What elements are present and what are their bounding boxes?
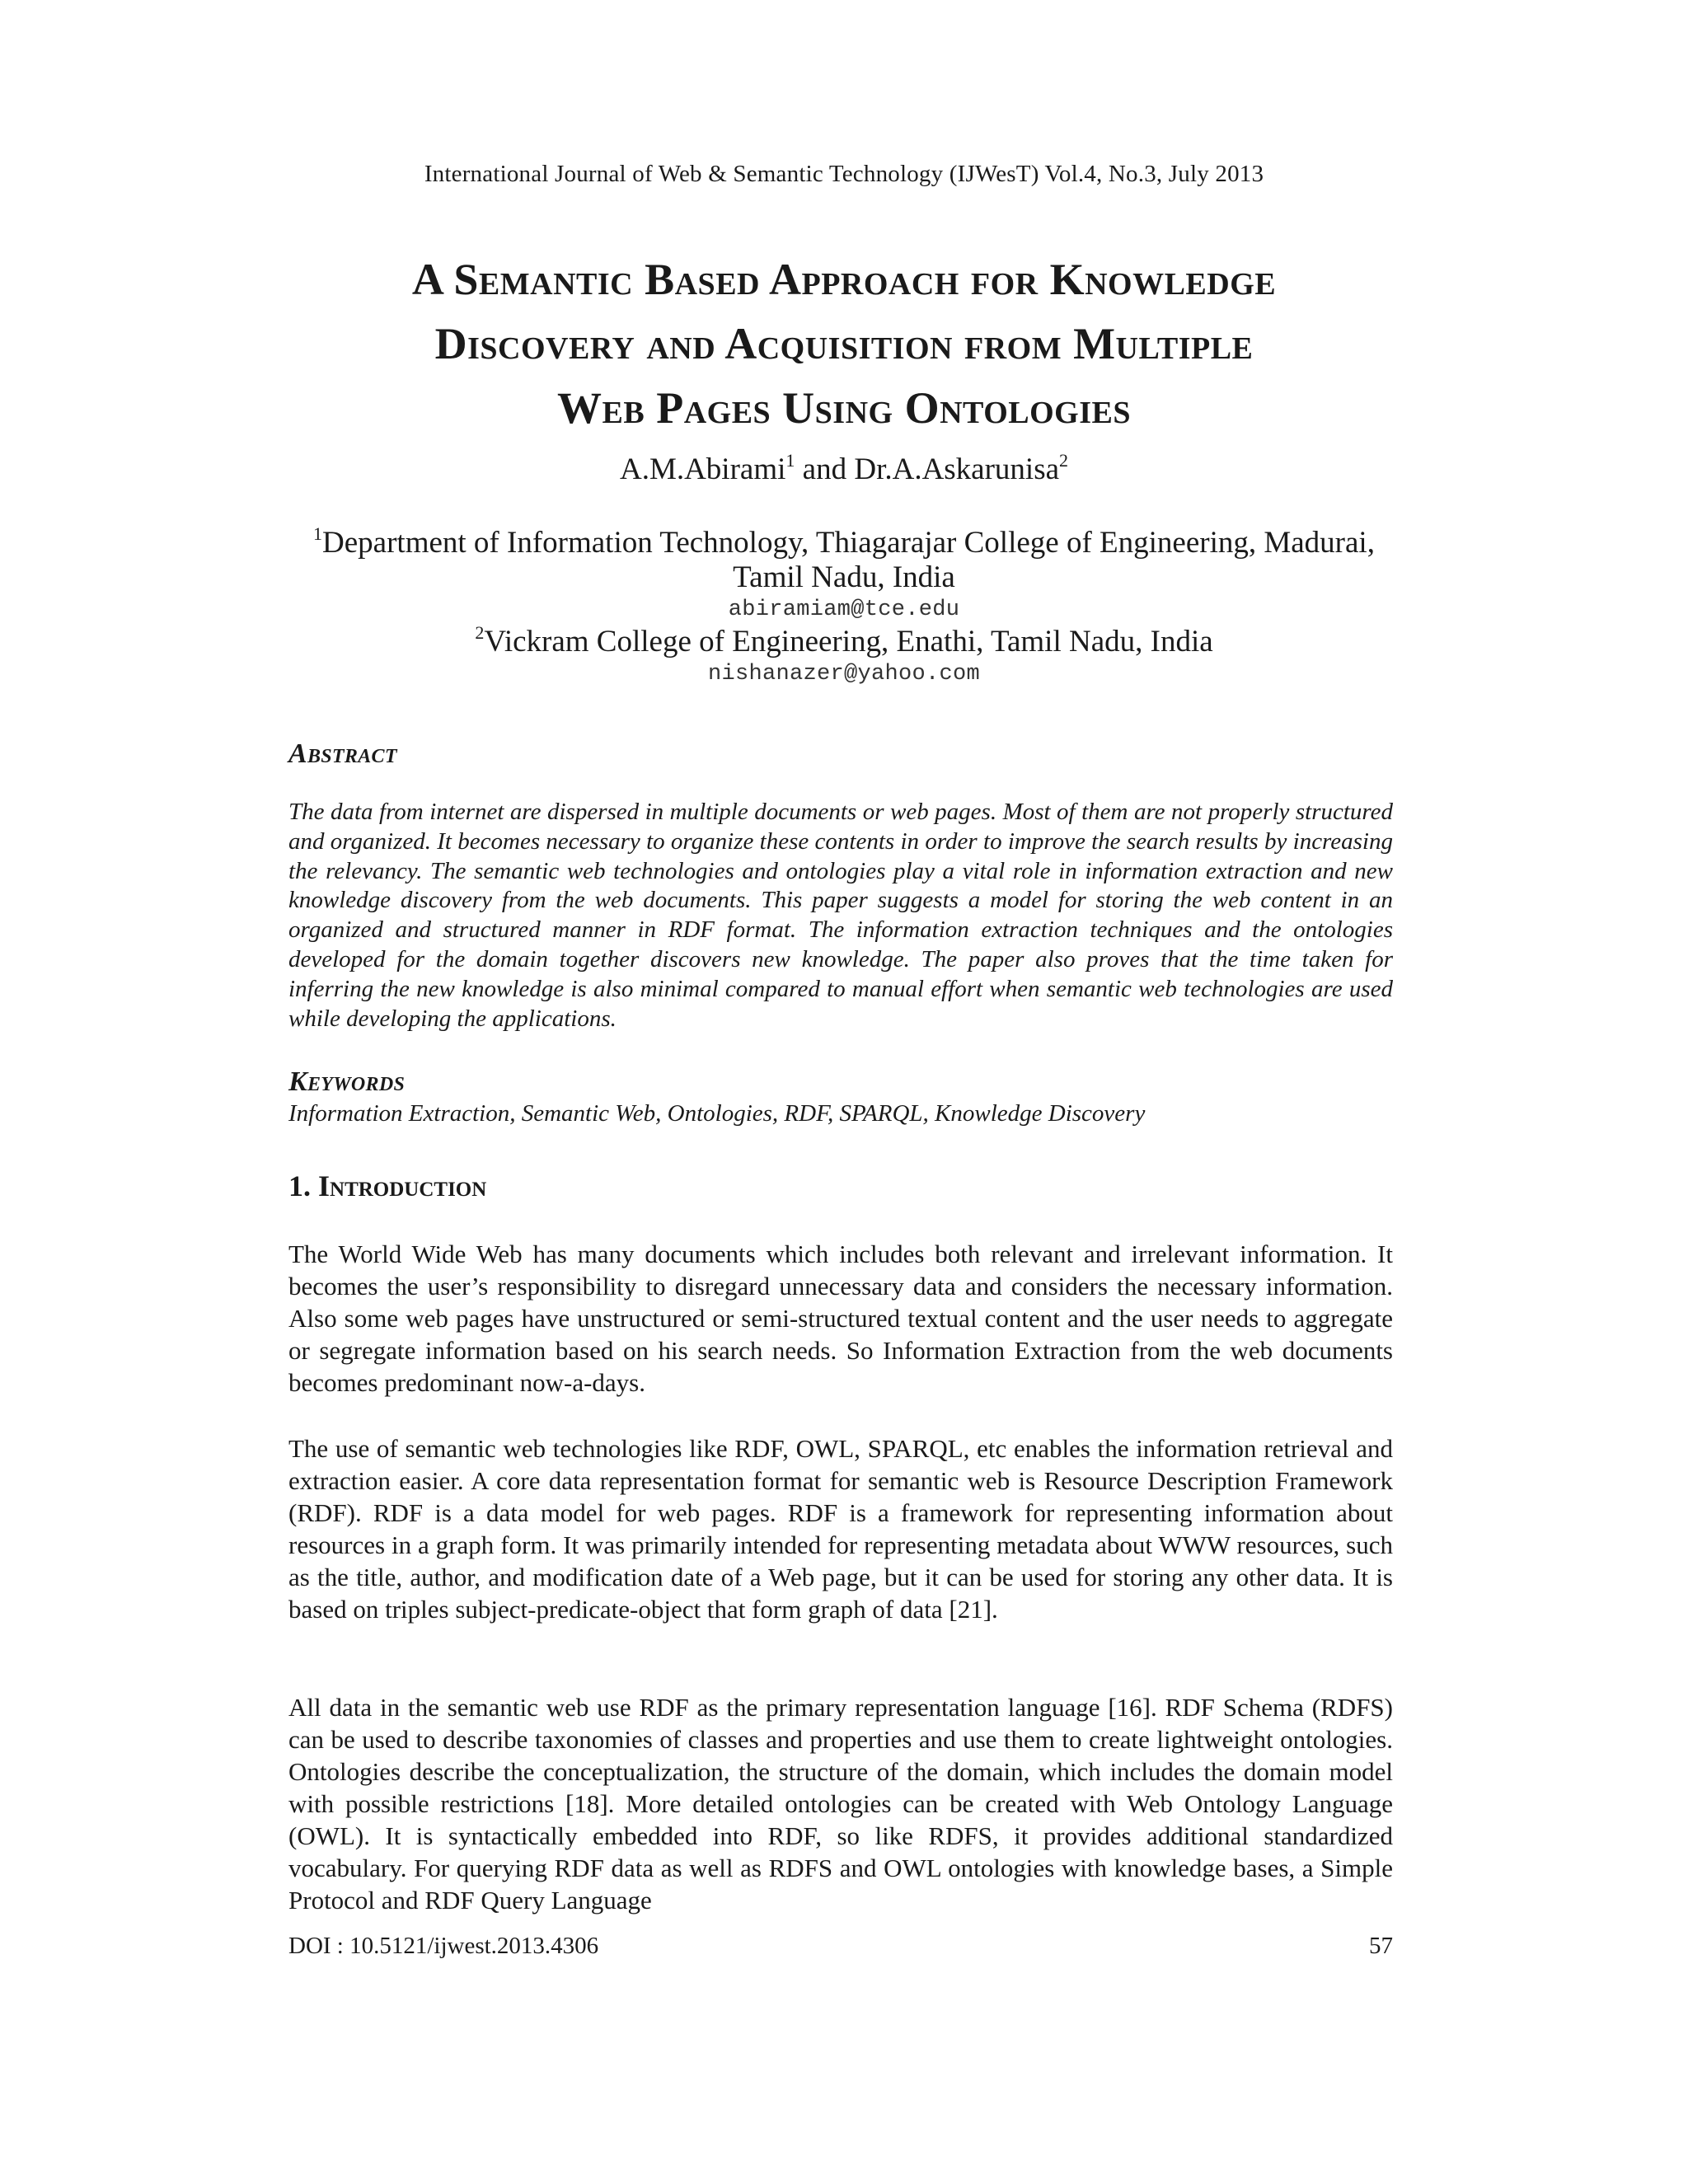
author-2: Dr.A.Askarunisa [854, 452, 1060, 486]
introduction-heading: 1. Introduction [288, 1169, 487, 1202]
author-1: A.M.Abirami [619, 452, 786, 486]
author-2-affiliation-mark: 2 [1059, 450, 1069, 471]
footer-page-number: 57 [1369, 1933, 1393, 1959]
paper-title [165, 247, 1523, 440]
abstract-text: The data from internet are dispersed in multiple documents or web pages. Most of them are not properly structured and organized. It becomes necessary to organize these contents in order to improve the search results by increasing the relevancy. The semantic web technologies and ontologies play a vital role in information extraction and new knowledge discovery from the web documents. This paper suggests a model for storing the web content in an organized and structured manner in RDF format. The information extraction techniques and the ontologies developed for the domain together discovers new knowledge. The paper also proves that the time taken for inferring the new knowledge is also minimal compared to manual effort when semantic web technologies are used while developing the applications. [288, 799, 1393, 1032]
email-2[interactable]: nishanazer@yahoo.com [707, 662, 981, 687]
affiliation-1 [0, 523, 1688, 560]
intro-paragraph-1: The World Wide Web has many documents which includes both relevant and irrelevant information. It becomes the user’s responsibility to disregard unnecessary data and considers the necessary information. Also some web pages have unstructured or semi-structured textual content and the user needs to aggregate or segregate information based on his search needs. So Information Extraction from the web documents becomes predominant now-a-days. [288, 1240, 1393, 1397]
title-line-2: Discovery and Acquisition from Multiple [434, 319, 1254, 368]
keywords-text: Information Extraction, Semantic Web, Ontologies, RDF, SPARQL, Knowledge Discovery [288, 1100, 1146, 1127]
affiliation-2-text: Vickram College of Engineering, Enathi, Tamil Nadu, India [484, 625, 1213, 658]
title-line-3: Web Pages Using Ontologies [557, 383, 1131, 433]
author-conjunction: and [802, 452, 847, 486]
affiliation-2 [0, 622, 1688, 659]
affiliations [0, 523, 1688, 689]
author-line [0, 452, 1688, 487]
running-header: International Journal of Web & Semantic Technology (IJWesT) Vol.4, No.3, July 2013 [424, 161, 1264, 187]
email-1[interactable]: abiramiam@tce.edu [728, 598, 960, 622]
affiliation-2-mark: 2 [475, 622, 485, 643]
intro-paragraph-2: The use of semantic web technologies like RDF, OWL, SPARQL, etc enables the information retrieval and extraction easier. A core data representation format for semantic web is Resource Description Framework (RDF). RDF is a data model for web pages. RDF is a framework for representing information about resources in a graph form. It was primarily intended for representing metadata about WWW resources, such as the title, author, and modification date of a Web page, but it can be used for storing any other data. It is based on triples subject-predicate-object that form graph of data [21]. [288, 1434, 1393, 1624]
affiliation-1-line-1: Department of Information Technology, Thiagarajar College of Engineering, Madurai, [322, 526, 1375, 560]
footer-doi: DOI : 10.5121/ijwest.2013.4306 [288, 1933, 599, 1959]
keywords-heading: Keywords [288, 1066, 406, 1097]
author-1-affiliation-mark: 1 [785, 450, 795, 471]
intro-paragraph-3: All data in the semantic web use RDF as the primary representation language [16]. RDF Schema (RDFS) can be used to describe taxonomies of classes and properties and use them to create lightweight ontologies. Ontologies describe the conceptualization, the structure of the domain, which includes the domain model with possible restrictions [18]. More detailed ontologies can be created with Web Ontology Language (OWL). It is syntactically embedded into RDF, so like RDFS, it provides additional standardized vocabulary. For querying RDF data as well as RDFS and OWL ontologies with knowledge bases, a Simple Protocol and RDF Query Language [288, 1693, 1393, 1915]
affiliation-1-mark: 1 [313, 523, 323, 544]
abstract-heading: Abstract [288, 738, 397, 769]
affiliation-1-line-2: Tamil Nadu, India [733, 560, 955, 594]
title-line-1: A Semantic Based Approach for Knowledge [411, 255, 1277, 304]
